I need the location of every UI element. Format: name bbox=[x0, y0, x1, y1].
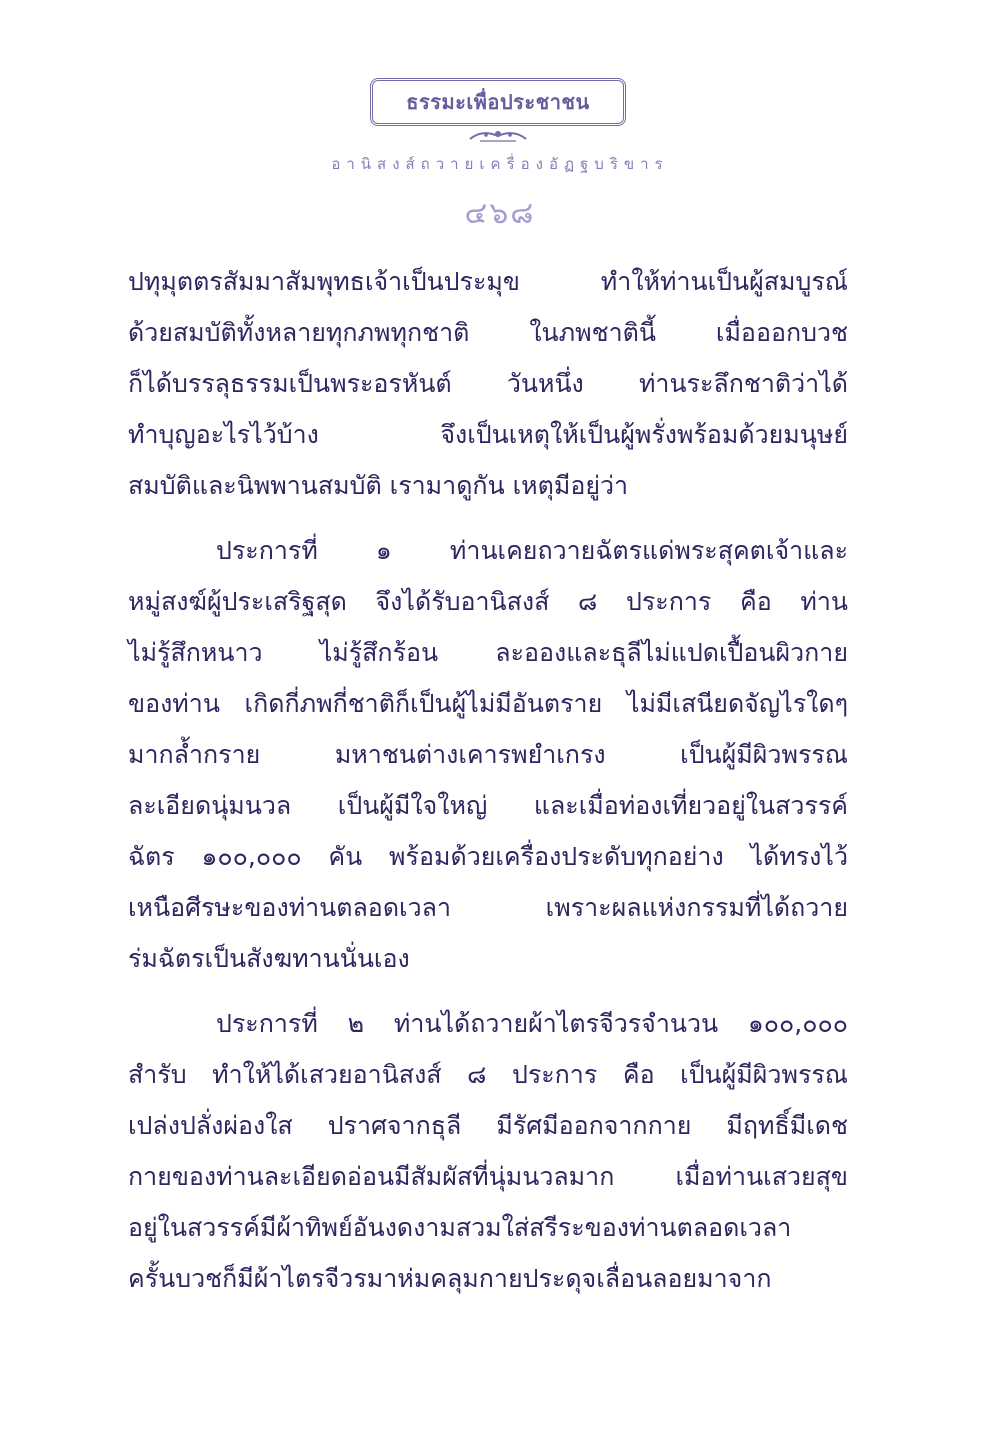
text-line: สำรับ ทำให้ได้เสวยอานิสงส์ ๘ ประการ คือ เป็นผู้มีผิวพรรณ bbox=[128, 1060, 848, 1089]
text-line: ฉัตร ๑๐๐,๐๐๐ คัน พร้อมด้วยเครื่องประดับทุกอย่าง ได้ทรงไว้ bbox=[128, 842, 848, 871]
text-line: ของท่าน เกิดกี่ภพกี่ชาติก็เป็นผู้ไม่มีอันตราย ไม่มีเสนียดจัญไรใดๆ bbox=[128, 689, 848, 718]
text-line: กายของท่านละเอียดอ่อนมีสัมผัสที่นุ่มนวลมาก เมื่อท่านเสวยสุข bbox=[128, 1162, 848, 1191]
text-line: อยู่ในสวรรค์มีผ้าทิพย์อันงดงามสวมใส่สรีระของท่านตลอดเวลา bbox=[128, 1213, 792, 1242]
text-line: มากล้ำกราย มหาชนต่างเคารพยำเกรง เป็นผู้มีผิวพรรณ bbox=[128, 740, 848, 769]
text-line: ทำบุญอะไรไว้บ้าง จึงเป็นเหตุให้เป็นผู้พรั่งพร้อมด้วยมนุษย์ bbox=[128, 420, 848, 449]
text-line: ก็ได้บรรลุธรรมเป็นพระอรหันต์ วันหนึ่ง ท่านระลึกชาติว่าได้ bbox=[128, 369, 848, 398]
body-text bbox=[128, 256, 848, 1304]
paragraph bbox=[128, 525, 848, 984]
text-line: ร่มฉัตรเป็นสังฆทานนั่นเอง bbox=[128, 944, 410, 973]
text-line: หมู่สงฆ์ผู้ประเสริฐสุด จึงได้รับอานิสงส์ ๘ ประการ คือ ท่าน bbox=[128, 587, 848, 616]
text-line: ไม่รู้สึกหนาว ไม่รู้สึกร้อน ละอองและธุลีไม่แปดเปื้อนผิวกาย bbox=[128, 638, 848, 667]
logo-text: ธรรมะเพื่อประชาชน bbox=[406, 90, 590, 114]
paragraph bbox=[128, 998, 848, 1304]
logo-ornament-icon bbox=[466, 126, 530, 144]
paragraph bbox=[128, 256, 848, 511]
chapter-subtitle: อานิสงส์ถวายเครื่องอัฏฐบริขาร bbox=[331, 155, 669, 173]
publisher-logo bbox=[370, 78, 626, 126]
text-line: ละเอียดนุ่มนวล เป็นผู้มีใจใหญ่ และเมื่อท่องเที่ยวอยู่ในสวรรค์ bbox=[128, 791, 848, 820]
text-line: เปล่งปลั่งผ่องใส ปราศจากธุลี มีรัศมีออกจากกาย มีฤทธิ์มีเดช bbox=[128, 1111, 848, 1140]
text-line: ครั้นบวชก็มีผ้าไตรจีวรมาห่มคลุมกายประดุจเลื่อนลอยมาจาก bbox=[128, 1264, 772, 1293]
text-line: เหนือศีรษะของท่านตลอดเวลา เพราะผลแห่งกรรมที่ได้ถวาย bbox=[128, 893, 848, 922]
text-line: ประการที่ ๑ ท่านเคยถวายฉัตรแด่พระสุคตเจ้าและ bbox=[216, 536, 848, 565]
text-line: ประการที่ ๒ ท่านได้ถวายผ้าไตรจีวรจำนวน ๑๐๐,๐๐๐ bbox=[216, 1009, 848, 1038]
text-line: ด้วยสมบัติทั้งหลายทุกภพทุกชาติ ในภพชาตินี้ เมื่อออกบวช bbox=[128, 318, 848, 347]
page-number: ๔๖๘ bbox=[464, 196, 536, 231]
text-line: สมบัติและนิพพานสมบัติ เรามาดูกัน เหตุมีอยู่ว่า bbox=[128, 471, 629, 500]
text-line: ปทุมุตตรสัมมาสัมพุทธเจ้าเป็นประมุข ทำให้ท่านเป็นผู้สมบูรณ์ bbox=[128, 267, 848, 296]
